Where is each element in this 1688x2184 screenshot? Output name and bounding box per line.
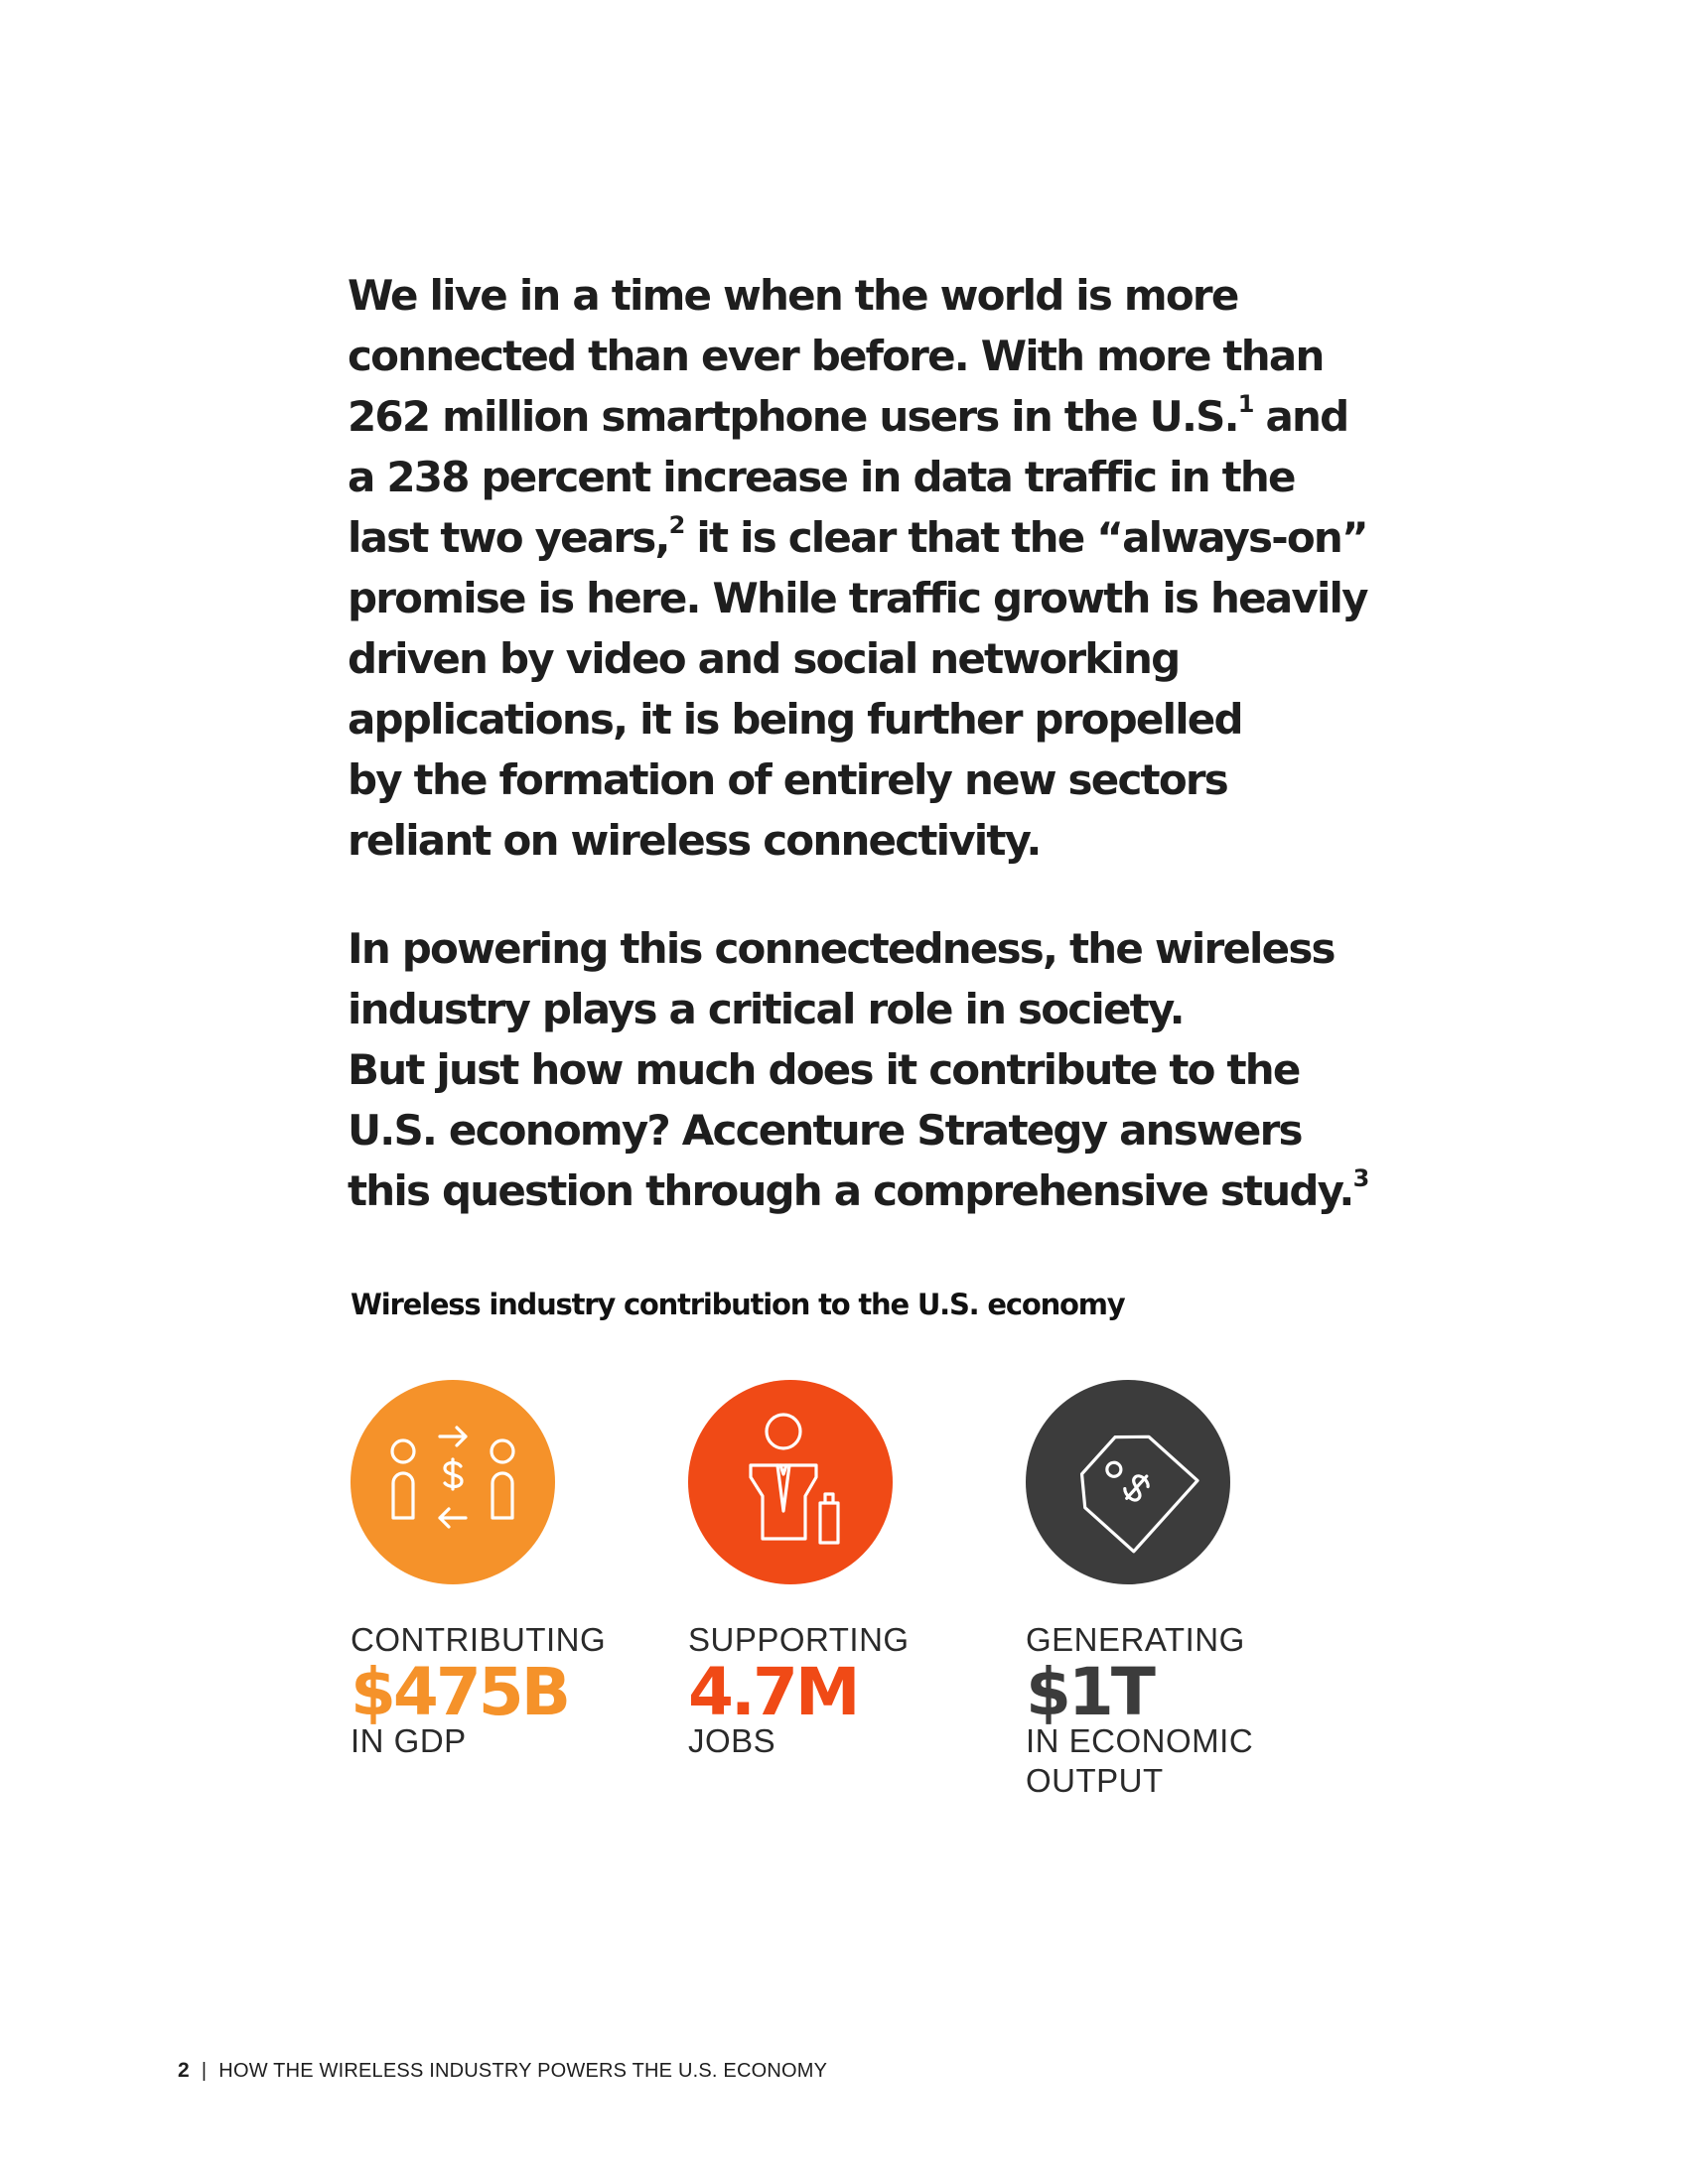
footer-title: HOW THE WIRELESS INDUSTRY POWERS THE U.S. ECONOMY — [218, 2060, 828, 2082]
text-line: applications, it is being further propelled — [348, 695, 1242, 744]
stat-label-bottom: IN GDP — [351, 1722, 467, 1759]
people-exchange-dollar-icon — [351, 1380, 555, 1584]
text-line: this question through a comprehensive study.$^3$ — [348, 1164, 1368, 1215]
stat-gdp — [351, 1380, 678, 1761]
infographic-title: Wireless industry contribution to the U.S. economy — [351, 1288, 1125, 1321]
text-line: promise is here. While traffic growth is heavily — [348, 574, 1367, 622]
stat-label-top: SUPPORTING — [688, 1621, 910, 1658]
stat-label-top: CONTRIBUTING — [351, 1621, 607, 1658]
text-line: connected than ever before. With more than — [348, 332, 1324, 380]
price-tag-dollar-icon — [1026, 1380, 1230, 1584]
footer-separator: | — [201, 2060, 208, 2082]
text-line: reliant on wireless connectivity. — [348, 816, 1041, 865]
text-line: But just how much does it contribute to the — [348, 1045, 1300, 1094]
footnote-ref-2: 2 — [668, 511, 684, 539]
worker-jobs-icon — [688, 1380, 893, 1584]
stat-output — [1026, 1380, 1353, 1801]
stat-value: 4.7M — [688, 1654, 858, 1730]
text-line: by the formation of entirely new sectors — [348, 755, 1227, 804]
second-paragraph — [348, 918, 1368, 1221]
stat-label-bottom: JOBS — [688, 1722, 776, 1759]
intro-paragraph — [348, 265, 1367, 871]
text-line: industry plays a critical role in society. — [348, 985, 1184, 1033]
stat-label-top: GENERATING — [1026, 1621, 1245, 1658]
page-number: 2 — [178, 2059, 190, 2082]
stat-value: $475B — [351, 1654, 568, 1730]
footnote-ref-3: 3 — [1352, 1164, 1368, 1192]
text-line: 262 million smartphone users in the U.S.$^1$ and — [348, 390, 1348, 441]
text-line: a 238 percent increase in data traffic in the — [348, 453, 1295, 501]
text-line: U.S. economy? Accenture Strategy answers — [348, 1106, 1302, 1155]
stat-label-bottom: IN ECONOMIC OUTPUT — [1026, 1722, 1254, 1799]
text-line: In powering this connectedness, the wireless — [348, 924, 1335, 973]
text-line: last two years,$^2$ it is clear that the “always-on” — [348, 511, 1367, 562]
footnote-ref-1: 1 — [1237, 390, 1253, 418]
stat-jobs — [688, 1380, 1016, 1761]
text-line: We live in a time when the world is more — [348, 271, 1238, 320]
page-footer — [178, 2059, 827, 2083]
text-line: driven by video and social networking — [348, 634, 1180, 683]
stat-value: $1T — [1026, 1654, 1153, 1730]
